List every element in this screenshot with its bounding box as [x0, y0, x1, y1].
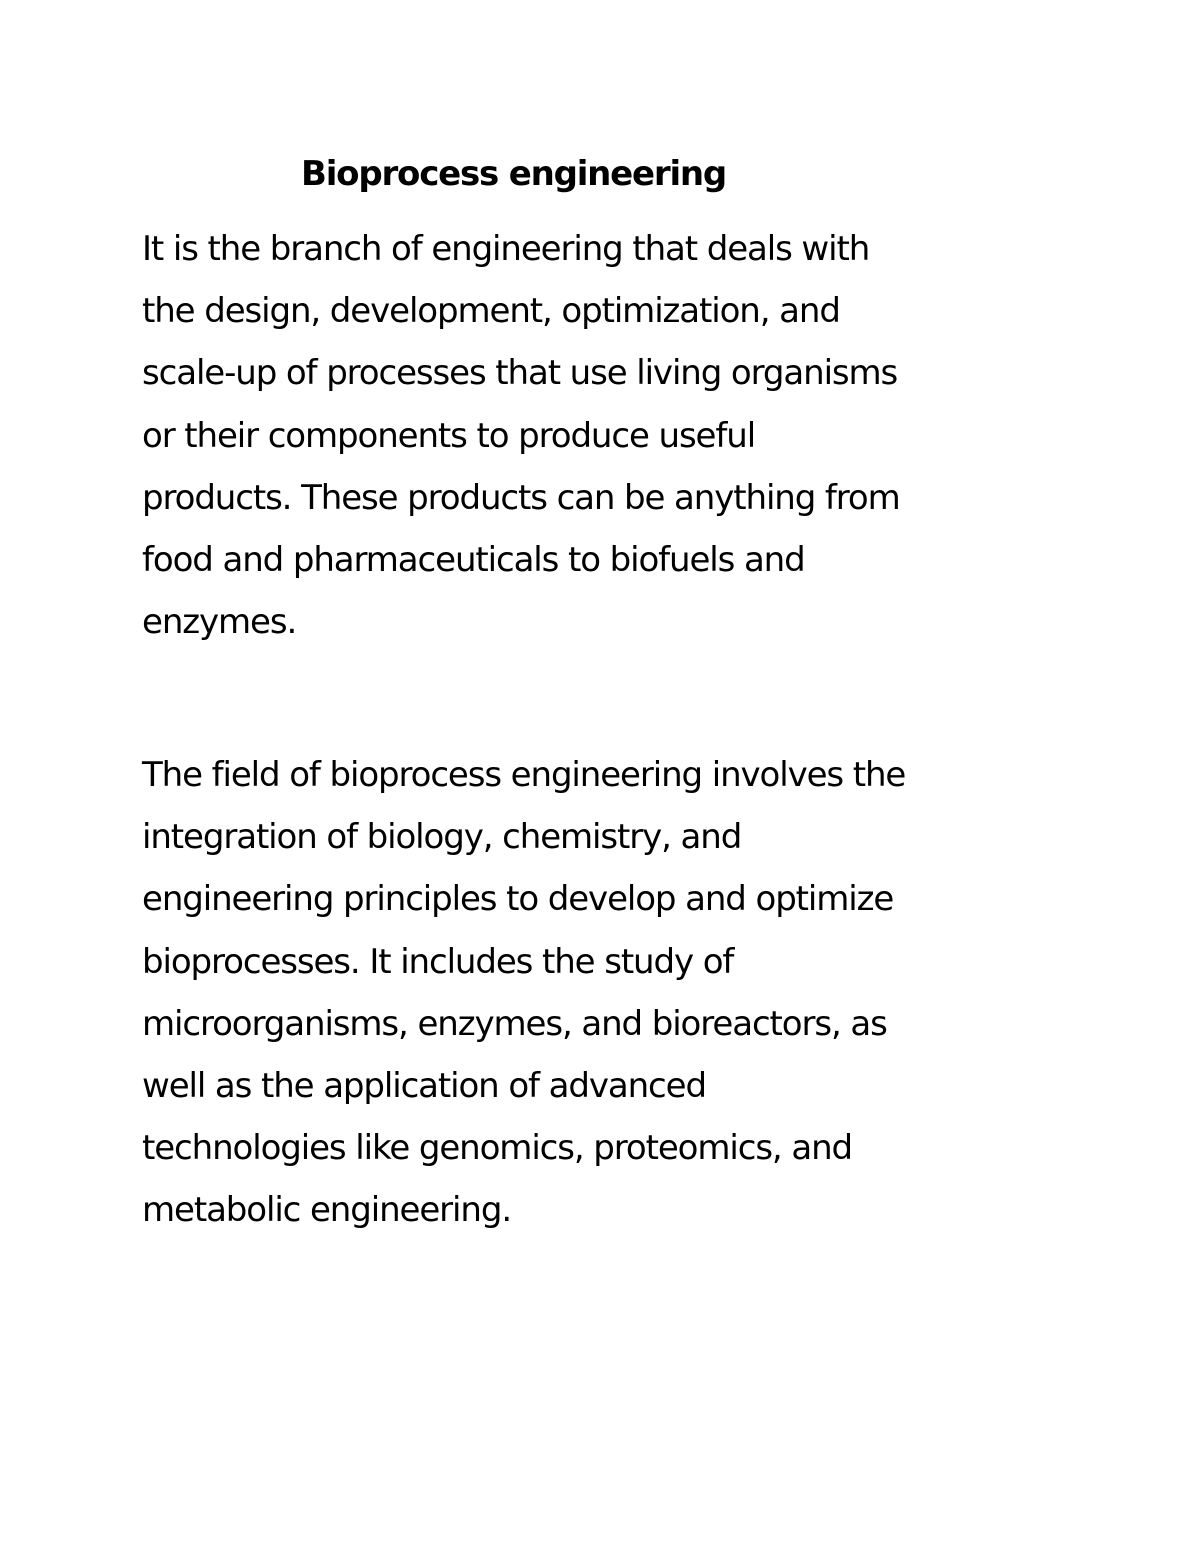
document-title: Bioprocess engineering	[301, 154, 727, 194]
text-line: engineering principles to develop and optimize	[142, 879, 894, 920]
text-line: the design, development, optimization, and	[142, 291, 840, 332]
text-line: microorganisms, enzymes, and bioreactors, as	[142, 1003, 887, 1044]
text-line: well as the application of advanced	[142, 1066, 706, 1107]
text-line: scale-up of processes that use living organisms	[142, 353, 898, 394]
text-line: integration of biology, chemistry, and	[142, 817, 742, 858]
text-line: technologies like genomics, proteomics, and	[142, 1128, 853, 1169]
text-line: The field of bioprocess engineering involves the	[142, 755, 906, 795]
text-line: bioprocesses. It includes the study of	[142, 941, 734, 982]
paragraph-definition	[142, 218, 900, 653]
text-line: metabolic engineering.	[142, 1190, 512, 1231]
text-line: or their components to produce useful	[142, 415, 756, 456]
text-line: enzymes.	[142, 602, 297, 643]
text-line: products. These products can be anything from	[142, 477, 900, 518]
text-line: It is the branch of engineering that deals with	[142, 229, 870, 269]
text-line: food and pharmaceuticals to biofuels and	[142, 540, 805, 581]
paragraph-field-description	[142, 744, 905, 1242]
